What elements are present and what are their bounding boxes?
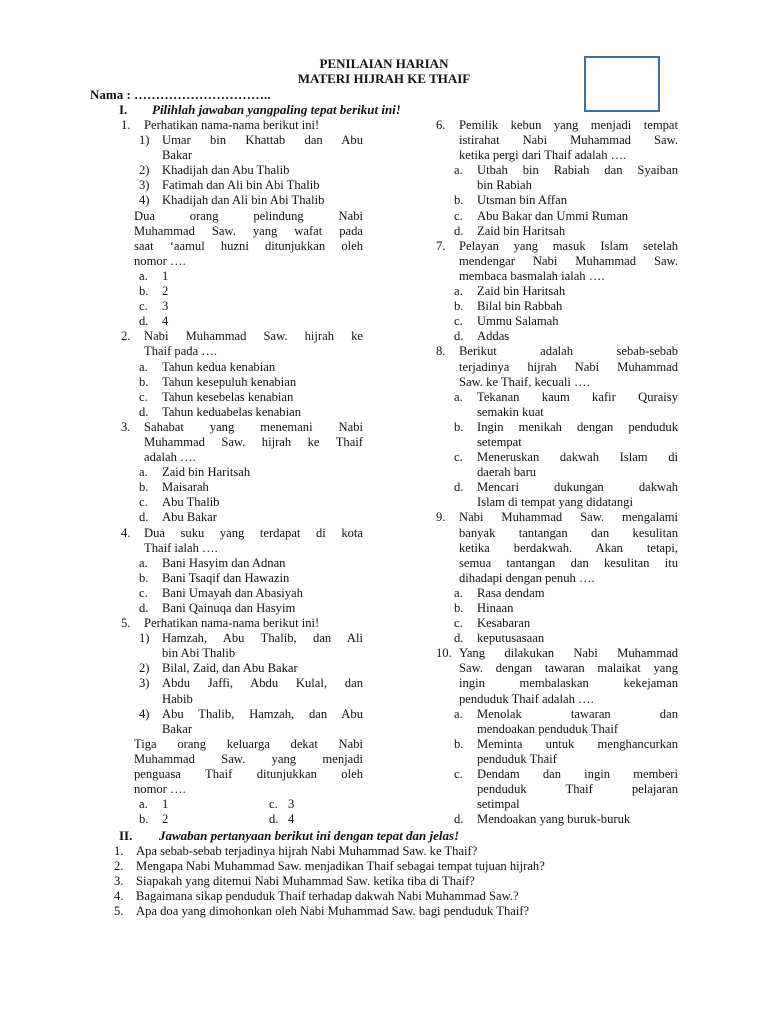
essay-question [114, 874, 714, 889]
answer-option-number: a. [454, 284, 463, 299]
answer-option-cont-row [436, 178, 678, 193]
question-text: Pelayan yang masuk Islam setelah [459, 238, 678, 253]
essay-question-number: 2. [114, 859, 124, 874]
answer-option-row [436, 616, 678, 631]
question-text-cont-text: Thaif pada …. [144, 344, 218, 359]
answer-option-text: Mencari dukungan dakwah [477, 480, 678, 495]
answer-option-number: c. [269, 797, 278, 812]
question-stem-row [121, 767, 363, 782]
answer-option-text: Tahun kedua kenabian [162, 359, 276, 374]
answer-option-row [436, 707, 678, 722]
answer-option-row [121, 495, 363, 510]
question-row [436, 646, 678, 661]
answer-option-text: Hinaan [477, 601, 514, 615]
question-text-cont-text: mendengar Nabi Muhammad Saw. [459, 253, 678, 268]
question-text-cont-row [436, 556, 678, 571]
answer-option-row [121, 390, 363, 405]
question-text-cont-row [436, 269, 678, 284]
answer-option-pair-row [121, 812, 363, 827]
answer-option-number: d. [454, 480, 464, 495]
statement-item-row [121, 676, 363, 691]
statement-item-text: Abu Thalib, Hamzah, dan Abu [162, 706, 363, 721]
question-stem-row [121, 239, 363, 254]
answer-option-number: c. [454, 616, 463, 631]
statement-text-cont-row [121, 692, 363, 707]
answer-option-text: Meneruskan dakwah Islam di [477, 450, 678, 465]
question-text-cont-text: istirahat Nabi Muhammad Saw. [459, 133, 678, 148]
question-text-cont-text: Saw. ke Thaif, kecuali …. [459, 374, 590, 389]
answer-option-row [121, 405, 363, 420]
section-one-instruction: Pilihlah jawaban yangpaling tepat berikut ini! [152, 102, 401, 117]
answer-option-text: keputusasaan [477, 631, 545, 646]
question-number: 3. [121, 419, 131, 434]
answer-option-text: Utbah bin Rabiah dan Syaiban [477, 163, 678, 178]
question-text: Pemilik kebun yang menjadi tempat [459, 118, 678, 132]
statement-item-text: Fatimah dan Ali bin Abi Thalib [162, 178, 320, 193]
question-stem-text: penguasa Thaif ditunjukkan oleh [134, 767, 363, 782]
answer-option-row [121, 571, 363, 586]
question-text-cont-row [436, 360, 678, 375]
question-stem-row [121, 752, 363, 767]
answer-option-text: Mendoakan yang buruk-buruk [477, 812, 631, 827]
question-number: 6. [436, 118, 446, 132]
answer-option-number: d. [454, 329, 464, 344]
essay-question-text: Mengapa Nabi Muhammad Saw. menjadikan Thaif sebagai tempat tujuan hijrah? [136, 859, 545, 874]
essay-question [114, 889, 714, 904]
question-stem-row [121, 737, 363, 752]
question-number: 4. [121, 525, 131, 540]
answer-option-number: c. [454, 208, 463, 223]
answer-option-cont-text: Islam di tempat yang didatangi [477, 495, 633, 510]
question-row [436, 344, 678, 359]
question-text-cont-text: penduduk Thaif adalah …. [459, 691, 594, 706]
answer-option-text: Tahun keduabelas kenabian [162, 404, 301, 419]
answer-option-number: c. [454, 767, 463, 782]
answer-option-row [121, 586, 363, 601]
answer-option-text: Zaid bin Haritsah [162, 465, 251, 480]
statement-item-row [121, 178, 363, 193]
question-stem-text: Muhammad Saw. yang wafat pada [134, 223, 363, 238]
essay-question [114, 904, 714, 919]
question-text-cont-text: Muhammad Saw. hijrah ke Thaif [144, 434, 363, 449]
question-text-cont-row [436, 571, 678, 586]
answer-option-number: b. [454, 299, 464, 314]
answer-option-text: Bani Qainuqa dan Hasyim [162, 601, 296, 615]
answer-option-text: Zaid bin Haritsah [477, 284, 566, 299]
section-two-number: II. [119, 828, 133, 843]
answer-option-number: c. [139, 299, 148, 314]
answer-option-cont-text: daerah baru [477, 465, 537, 480]
answer-option-row [121, 556, 363, 571]
answer-option-number: c. [454, 450, 463, 465]
answer-option-text: Bani Tsaqif dan Hawazin [162, 570, 290, 585]
answer-option-number: c. [139, 389, 148, 404]
question-text: Dua suku yang terdapat di kota [144, 525, 363, 540]
answer-option-row [121, 510, 363, 525]
essay-question-text: Siapakah yang ditemui Nabi Muhammad Saw. ketika tiba di Thaif? [136, 874, 475, 889]
answer-option-text: Bani Hasyim dan Adnan [162, 555, 286, 570]
question-row [436, 510, 678, 525]
answer-option-text: Dendam dan ingin memberi [477, 767, 678, 782]
answer-option-text: Kesabaran [477, 616, 531, 631]
answer-option-cont-row [436, 782, 678, 797]
question-text-cont-row [436, 375, 678, 390]
answer-option-number: a. [454, 163, 463, 178]
answer-option-cont-text: penduduk Thaif pelajaran [477, 782, 678, 797]
answer-option-cont-row [436, 435, 678, 450]
answer-option-row [121, 314, 363, 329]
question-text-cont-row [436, 661, 678, 676]
question-text-cont-row [436, 541, 678, 556]
question-text: Nabi Muhammad Saw. hijrah ke [144, 329, 363, 344]
answer-option-number: b. [139, 374, 149, 389]
statement-item-number: 3) [139, 178, 150, 193]
answer-option-number: c. [139, 495, 148, 510]
statement-item-row [121, 133, 363, 148]
statement-item-text: Hamzah, Abu Thalib, dan Ali [162, 631, 363, 646]
answer-option-row [121, 375, 363, 390]
question-text: Perhatikan nama-nama berikut ini! [144, 616, 320, 631]
answer-option-number: d. [139, 404, 149, 419]
answer-option-row [436, 767, 678, 782]
answer-option-row [436, 631, 678, 646]
question-stem-text: nomor …. [134, 782, 186, 797]
answer-option-text: Abu Bakar dan Ummi Ruman [477, 208, 629, 223]
answer-option-row [121, 269, 363, 284]
question-stem-row [121, 782, 363, 797]
statement-item-text: Khadijah dan Abu Thalib [162, 163, 290, 178]
answer-option-cont-row [436, 752, 678, 767]
answer-option-text: 4 [288, 812, 295, 827]
answer-option-row [436, 812, 678, 827]
question-number: 7. [436, 238, 446, 253]
answer-option-number: b. [139, 480, 149, 495]
question-number: 9. [436, 510, 446, 525]
answer-option-text: Bilal bin Rabbah [477, 299, 563, 314]
question-text-cont-text: adalah …. [144, 450, 196, 465]
answer-option-number: a. [139, 555, 148, 570]
statement-item-row [121, 163, 363, 178]
answer-option-text: Tahun kesebelas kenabian [162, 389, 294, 404]
page-subtitle: MATERI HIJRAH KE THAIF [297, 71, 471, 86]
answer-option-row [436, 480, 678, 495]
answer-option-text: Ingin menikah dengan penduduk [477, 419, 678, 434]
statement-item-row [121, 631, 363, 646]
question-number: 10. [436, 646, 452, 661]
answer-option-row [436, 737, 678, 752]
statement-item-text: Umar bin Khattab dan Abu [162, 133, 363, 148]
statement-text-cont-text: bin Abi Thalib [162, 646, 236, 661]
essay-question-list [114, 844, 714, 919]
essay-question [114, 844, 714, 859]
answer-option-cont-text: bin Rabiah [477, 178, 532, 193]
question-text-cont-text: membaca basmalah ialah …. [459, 268, 605, 283]
answer-option-cont-text: mendoakan penduduk Thaif [477, 721, 619, 736]
answer-option-text: Meminta untuk menghancurkan [477, 736, 678, 751]
answer-option-cont-row [436, 495, 678, 510]
statement-item-text: Bilal, Zaid, dan Abu Bakar [162, 661, 298, 676]
essay-question-text: Apa doa yang dimohonkan oleh Nabi Muhammad Saw. bagi penduduk Thaif? [136, 904, 530, 919]
answer-option-number: b. [139, 570, 149, 585]
question-text: Perhatikan nama-nama berikut ini! [144, 118, 320, 132]
statement-text-cont-text: Habib [162, 691, 193, 706]
answer-option-text: 3 [162, 299, 169, 314]
answer-option-pair-number: b. [139, 812, 149, 827]
question-text-cont-text: terjadinya hijrah Nabi Muhammad [459, 359, 678, 374]
question-text: Sahabat yang menemani Nabi [144, 419, 363, 434]
answer-option-row [121, 480, 363, 495]
essay-question [114, 859, 714, 874]
question-stem-row [121, 254, 363, 269]
question-text: Nabi Muhammad Saw. mengalami [459, 510, 678, 525]
answer-option-number: c. [139, 585, 148, 600]
question-text: Yang dilakukan Nabi Muhammad [459, 646, 678, 661]
answer-option-text: Tahun kesepuluh kenabian [162, 374, 297, 389]
name-field-label: Nama : ………………………….. [90, 87, 271, 102]
answer-option-text: Bani Umayah dan Abasiyah [162, 585, 303, 600]
question-text-cont-text: ketika pergi dari Thaif adalah …. [459, 148, 627, 163]
statement-item-row [121, 193, 363, 208]
answer-option-number: a. [454, 389, 463, 404]
statement-text-cont-row [121, 646, 363, 661]
answer-option-text: Tekanan kaum kafir Quraisy [477, 389, 678, 404]
question-text-cont-row [121, 541, 363, 556]
answer-option-text: Ummu Salamah [477, 314, 559, 329]
answer-option-row [436, 209, 678, 224]
question-text-cont-row [436, 133, 678, 148]
answer-option-row [121, 299, 363, 314]
answer-option-text: 4 [162, 314, 169, 329]
answer-option-number: d. [454, 812, 464, 827]
question-stem-row [121, 224, 363, 239]
answer-option-row [436, 601, 678, 616]
question-text-cont-row [436, 692, 678, 707]
answer-option-row [436, 284, 678, 299]
answer-option-cont-row [436, 465, 678, 480]
question-text-cont-text: semua tantangan dan kesulitan itu [459, 555, 678, 570]
statement-item-row [121, 661, 363, 676]
question-number: 8. [436, 344, 446, 359]
answer-option-cont-row [436, 405, 678, 420]
answer-option-row [436, 299, 678, 314]
question-text-cont-text: Thaif ialah …. [144, 540, 218, 555]
answer-option-number: d. [139, 314, 149, 329]
question-text-cont-row [436, 254, 678, 269]
answer-option-row [436, 450, 678, 465]
answer-option-cont-text: semakin kuat [477, 404, 544, 419]
answer-option-text: Menolak tawaran dan [477, 706, 678, 721]
statement-item-number: 2) [139, 661, 150, 676]
question-number: 2. [121, 329, 131, 344]
question-row [121, 118, 363, 133]
answer-option-number: a. [139, 465, 148, 480]
statement-text-cont-row [121, 148, 363, 163]
answer-option-row [436, 224, 678, 239]
statement-item-number: 4) [139, 193, 150, 208]
answer-option-number: d. [454, 631, 464, 646]
question-text-cont-row [121, 435, 363, 450]
question-row [121, 420, 363, 435]
answer-option-number: c. [454, 314, 463, 329]
question-stem-row [121, 209, 363, 224]
answer-option-number: d. [454, 223, 464, 238]
statement-text-cont-row [121, 722, 363, 737]
essay-question-number: 4. [114, 889, 124, 904]
question-number: 1. [121, 118, 131, 132]
question-text-cont-text: Saw. dengan tawaran malaikat yang [459, 661, 678, 676]
answer-option-number: b. [454, 601, 464, 615]
answer-option-row [121, 601, 363, 616]
answer-option-number: d. [269, 812, 279, 827]
answer-option-number: b. [139, 284, 149, 299]
answer-option-row [121, 465, 363, 480]
essay-question-number: 1. [114, 844, 124, 858]
section-two-instruction: Jawaban pertanyaan berikut ini dengan tepat dan jelas! [159, 828, 460, 843]
answer-option-text: Utsman bin Affan [477, 193, 568, 208]
answer-option-number: a. [454, 706, 463, 721]
answer-option-row [436, 420, 678, 435]
answer-option-number: a. [139, 268, 148, 283]
answer-option-text: Addas [477, 329, 510, 344]
answer-option-number: d. [139, 601, 149, 615]
answer-option-text: 1 [162, 268, 169, 283]
question-row [436, 118, 678, 133]
question-stem-text: Tiga orang keluarga dekat Nabi [134, 736, 363, 751]
statement-text-cont-text: Bakar [162, 148, 193, 163]
answer-option-text: Zaid bin Haritsah [477, 223, 566, 238]
question-text-cont-row [121, 344, 363, 359]
answer-option-number: b. [454, 419, 464, 434]
answer-option-pair-number: a. [139, 797, 148, 812]
question-row [436, 239, 678, 254]
score-box [584, 56, 660, 112]
section-one-number: I. [119, 102, 128, 117]
question-text-cont-text: ingin membalaskan kekejaman [459, 676, 678, 691]
answer-option-number: a. [139, 359, 148, 374]
question-stem-text: Muhammad Saw. yang menjadi [134, 751, 363, 766]
page-title: PENILAIAN HARIAN [319, 56, 449, 71]
answer-option-pair-text: 1 [162, 797, 169, 812]
answer-option-pair-text: 2 [162, 812, 169, 827]
answer-option-cont-text: setempat [477, 434, 522, 449]
statement-item-number: 1) [139, 133, 150, 148]
answer-option-row [436, 586, 678, 601]
answer-option-text: Maisarah [162, 480, 209, 495]
answer-option-text: Abu Thalib [162, 495, 220, 510]
answer-option-pair-row [121, 797, 363, 812]
answer-option-cont-text: penduduk Thaif [477, 751, 557, 766]
question-text-cont-text: dihadapi dengan penuh …. [459, 570, 595, 585]
question-text: Berikut adalah sebab-sebab [459, 344, 678, 359]
answer-option-number: a. [454, 585, 463, 600]
statement-item-number: 3) [139, 676, 150, 691]
question-row [121, 616, 363, 631]
answer-option-cont-text: setimpal [477, 797, 520, 812]
answer-option-row [121, 284, 363, 299]
answer-option-row [436, 163, 678, 178]
question-text-cont-row [436, 676, 678, 691]
answer-option-row [121, 360, 363, 375]
answer-option-row [436, 329, 678, 344]
essay-question-number: 3. [114, 874, 124, 889]
question-stem-text: Dua orang pelindung Nabi [134, 208, 363, 223]
answer-option-text: 3 [288, 797, 295, 812]
question-row [121, 526, 363, 541]
answer-option-row [436, 193, 678, 208]
answer-option-cont-row [436, 722, 678, 737]
question-text-cont-row [436, 526, 678, 541]
answer-option-cont-row [436, 797, 678, 812]
answer-option-text: Rasa dendam [477, 585, 545, 600]
essay-question-number: 5. [114, 904, 124, 919]
statement-item-number: 1) [139, 631, 150, 646]
answer-option-text: Abu Bakar [162, 510, 217, 525]
answer-option-number: d. [139, 510, 149, 525]
statement-item-row [121, 707, 363, 722]
answer-option-number: b. [454, 736, 464, 751]
statement-item-text: Khadijah dan Ali bin Abi Thalib [162, 193, 325, 208]
question-stem-text: nomor …. [134, 253, 186, 268]
answer-option-row [436, 390, 678, 405]
question-text-cont-text: banyak tantangan dan kesulitan [459, 525, 678, 540]
statement-text-cont-text: Bakar [162, 721, 193, 736]
answer-option-number: b. [454, 193, 464, 208]
question-text-cont-text: ketika berdakwah. Akan tetapi, [459, 540, 678, 555]
answer-option-text: 2 [162, 284, 169, 299]
essay-question-text: Apa sebab-sebab terjadinya hijrah Nabi Muhammad Saw. ke Thaif? [136, 844, 478, 858]
question-text-cont-row [121, 450, 363, 465]
question-row [121, 329, 363, 344]
essay-question-text: Bagaimana sikap penduduk Thaif terhadap dakwah Nabi Muhammad Saw.? [136, 889, 519, 904]
right-question-column [436, 118, 678, 827]
statement-item-number: 2) [139, 163, 150, 178]
answer-option-row [436, 314, 678, 329]
question-text-cont-row [436, 148, 678, 163]
left-question-column [121, 118, 363, 827]
statement-item-number: 4) [139, 706, 150, 721]
statement-item-text: Abdu Jaffi, Abdu Kulal, dan [162, 676, 363, 691]
question-stem-text: saat ‘aamul huzni ditunjukkan oleh [134, 238, 363, 253]
question-number: 5. [121, 616, 131, 631]
